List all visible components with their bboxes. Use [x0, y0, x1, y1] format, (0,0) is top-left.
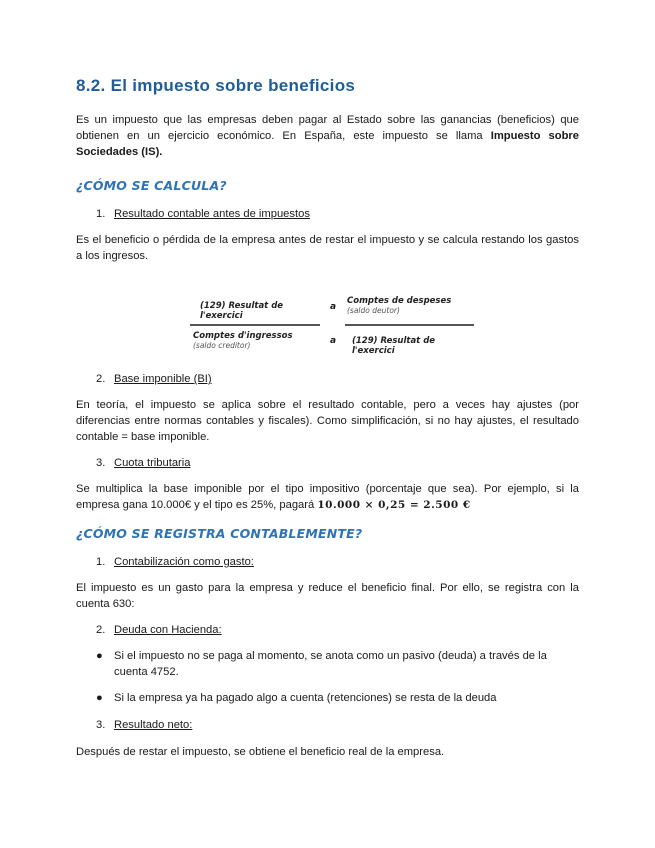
- list-item-resultado-neto: [96, 717, 192, 733]
- list-label: Cuota tributaria: [114, 457, 191, 469]
- intro-bold: Impuesto sobre Sociedades (IS).: [76, 130, 579, 158]
- paragraph-contabilizacion: El impuesto es un gasto para la empresa y reduce el beneficio final. Por ello, se registra con la cuenta 630:: [76, 582, 579, 610]
- entry-row1-debit: (129) Resultat de l'exercici: [200, 301, 284, 321]
- paragraph-resultado-neto: Después de restar el impuesto, se obtiene el beneficio real de la empresa.: [76, 746, 445, 758]
- entry-row2-debit: Comptes d'ingressos (saldo creditor): [193, 331, 293, 350]
- list-label: Resultado contable antes de impuestos: [114, 208, 310, 220]
- section-calculate-title: ¿CÓMO SE CALCULA?: [76, 178, 227, 193]
- intro-text: Es un impuesto que las empresas deben pagar al Estado sobre las ganancias (beneficios) que obtienen en un ejercicio económico. En España, este impuesto se llama: [76, 114, 579, 142]
- bullet-text: Si la empresa ya ha pagado algo a cuenta (retenciones) se resta de la deuda: [114, 692, 497, 704]
- list-item-contabilizacion: [96, 554, 254, 570]
- list-number: 2.: [96, 624, 106, 636]
- section-register-title: ¿CÓMO SE REGISTRA CONTABLEMENTE?: [76, 526, 363, 541]
- entry-row1-a: a: [330, 302, 337, 312]
- cuota-text: Se multiplica la base imponible por el tipo impositivo (porcentaje que sea). Por ejemplo, si la empresa gana 10.000€ y el tipo es 25%, pagará: [76, 483, 579, 511]
- paragraph-base-imponible: En teoría, el impuesto se aplica sobre el resultado contable, pero a veces hay ajustes (por diferencias entre normas contables y fiscales). Como simplificación, si no hay ajustes, el resultado contable = base imponible.: [76, 399, 579, 443]
- list-number: 3.: [96, 719, 106, 731]
- bullet-text: Si el impuesto no se paga al momento, se anota como un pasivo (deuda) a través de la cuenta 4752.: [114, 650, 547, 678]
- page-title: 8.2. El impuesto sobre beneficios: [76, 76, 356, 95]
- bullet-item-retenciones: [96, 690, 579, 706]
- list-item-resultado-contable: [96, 206, 310, 222]
- list-number: 2.: [96, 373, 106, 385]
- list-item-cuota-tributaria: [96, 455, 191, 471]
- entry-divider-right: [345, 324, 474, 326]
- list-label: Resultado neto:: [114, 719, 193, 731]
- entry-row2-a: a: [330, 336, 337, 346]
- list-label: Deuda con Hacienda:: [114, 624, 222, 636]
- paragraph-resultado-contable: Es el beneficio o pérdida de la empresa antes de restar el impuesto y se calcula restando los gastos a los ingresos.: [76, 234, 579, 262]
- bullet-item-pasivo: [96, 648, 579, 680]
- bullet-dot: ●: [96, 692, 103, 704]
- intro-paragraph: [76, 112, 579, 160]
- journal-entry-diagram: [190, 286, 474, 358]
- list-label: Contabilización como gasto:: [114, 556, 254, 568]
- cuota-formula: 10.000 × 0,25 = 2.500 €: [317, 499, 471, 511]
- entry-row2-credit: (129) Resultat de l'exercici: [352, 336, 436, 356]
- entry-divider-left: [190, 324, 320, 326]
- entry-row1-credit: Comptes de despeses (saldo deutor): [347, 296, 452, 315]
- list-item-base-imponible: [96, 371, 212, 387]
- list-number: 1.: [96, 208, 106, 220]
- paragraph-cuota-tributaria: [76, 481, 579, 513]
- bullet-dot: ●: [96, 650, 103, 662]
- list-item-deuda-hacienda: [96, 622, 222, 638]
- list-number: 3.: [96, 457, 106, 469]
- list-number: 1.: [96, 556, 106, 568]
- list-label: Base imponible (BI): [114, 373, 212, 385]
